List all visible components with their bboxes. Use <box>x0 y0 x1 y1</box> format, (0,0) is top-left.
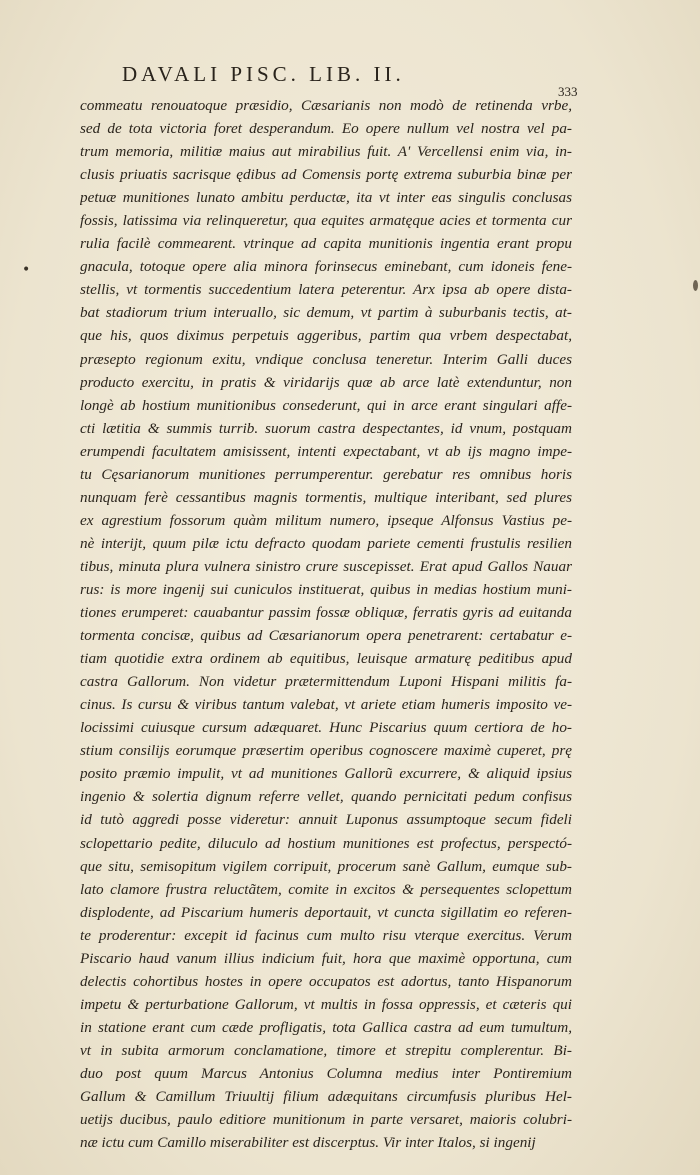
text-line: trum memoria, militiæ maius aut mirabilius fuit. A' Vercellensi enim via, in- <box>80 143 572 161</box>
text-line: id tutò aggredi posse videretur: annuit Luponus assumptoque secum fideli <box>80 811 572 829</box>
text-line: lato clamore frustra reluctãtem, comite in excitos & persequentes sclopettum <box>80 880 572 898</box>
text-line: erumpendi facultatem amisissent, intenti expectabant, vt ab ijs magno impe- <box>80 442 572 460</box>
text-line: stium consilijs eorumque præsertim operibus cognoscere maximè cuperet, prę <box>80 742 572 760</box>
text-line: locissimi cuiusque cursum adæquaret. Hunc Piscarius quum certiora de ho- <box>80 719 572 737</box>
text-line: producto exercitu, in pratis & viridarijs quæ ab arce latè extenduntur, non <box>80 373 572 391</box>
text-line: Piscario haud vanum illius indicium fuit, hora que maximè opportuna, cum <box>80 949 572 967</box>
text-line: sed de tota victoria foret desperandum. Eo opere nullum vel nostra vel pa- <box>80 120 572 138</box>
text-line: bat stadiorum trium interuallo, sic demum, vt partim à suburbanis tectis, at- <box>80 304 572 322</box>
running-head: DAVALI PISC. LIB. II. <box>122 62 405 86</box>
text-line: in statione erant cum cæde profligatis, tota Gallica castra ad eum tumultum, <box>80 1018 572 1036</box>
text-line: que his, quos diximus perpetuis aggeribus, partim qua vrbem despectabat, <box>80 327 572 345</box>
body-text <box>80 94 572 1154</box>
text-line: fossis, latissima via relinqueretur, qua equites armatęque acies et tormenta cur <box>80 212 572 230</box>
text-line: tiones erumperet: cauabantur passim fossæ obliquæ, ferratis gyris ad euitanda <box>80 604 572 622</box>
text-line: præsepto regionum exitu, vndique conclusa teneretur. Interim Galli duces <box>80 350 572 368</box>
text-line: displodente, ad Piscarium humeris deportauit, vt cuncta sigillatim eo referen- <box>80 903 572 921</box>
text-line: ingenio & solertia dignum referre vellet, quando pernicitati pedum confisus <box>80 788 572 806</box>
text-line: cti lætitia & summis turrib. suorum castra despectantes, id vnum, postquam <box>80 419 572 437</box>
text-line: posito præmio impulit, vt ad munitiones Gallorũ excurrere, & aliquid ipsius <box>80 765 572 783</box>
page-number: 333 <box>558 84 578 99</box>
text-line: petuæ munitiones lunato ambitu perductæ, ita vt inter eas singulis conclusas <box>80 189 572 207</box>
text-line: ex agrestium fossorum quàm militum numero, ipseque Alfonsus Vastius pe- <box>80 511 572 529</box>
text-line: uetijs ducibus, paulo editiore munitionum in parte versaret, maioris colubri- <box>80 1111 572 1129</box>
text-line: nunquam ferè cessantibus magnis tormentis, multique interibant, sed plures <box>80 488 572 506</box>
text-line: næ ictu cum Camillo miserabiliter est discerptus. Vir inter Italos, si ingenij <box>80 1134 536 1152</box>
text-line: gnacula, totoque opere alia minora forinsecus eminebant, cum idoneis fene- <box>80 258 572 276</box>
text-line: sclopettario pedite, diluculo ad hostium munitiones est profectus, perspectó- <box>80 834 572 852</box>
text-line: Gallum & Camillum Triuultij filium adæquitans circumfusis pluribus Hel- <box>80 1088 572 1106</box>
text-line: commeatu renouatoque præsidio, Cæsarianis non modò de retinenda vrbe, <box>80 97 572 114</box>
text-line: tiam quotidie extra ordinem ab equitibus, leuisque armaturę peditibus apud <box>80 650 572 668</box>
text-line: tu Cęsarianorum munitiones perrumperentur. gerebatur res omnibus horis <box>80 465 572 483</box>
text-line: duo post quum Marcus Antonius Columna medius inter Pontiremium <box>80 1064 572 1082</box>
margin-mark: • <box>22 262 31 278</box>
text-line: longè ab hostium munitionibus consederunt, qui in arce erant singulari affe- <box>80 396 572 414</box>
text-line: tibus, minuta plura vulnera sinistro crure suscepisset. Erat apud Gallos Nauar <box>80 557 572 575</box>
text-line: nè interijt, quum pilæ ictu defracto quodam pariete cementi frustulis resilien <box>80 534 572 552</box>
text-line: que situ, semisopitum vigilem corripuit, procerum sanè Gallum, eumque sub- <box>80 857 572 875</box>
text-line: rulia facilè commearent. vtrinque ad capita munitionis ingentia erant propu <box>80 235 572 253</box>
binding-hole <box>693 280 698 291</box>
text-line: cinus. Is cursu & viribus tantum valebat, vt ariete etiam humeris imposito ve- <box>80 696 572 714</box>
text-line: delectis cohortibus hostes in opere occupatos est adortus, tanto Hispanorum <box>80 972 572 990</box>
text-line: castra Gallorum. Non videtur prætermittendum Luponi Hispani militis fa- <box>80 673 572 691</box>
text-line: clusis priuatis sacrisque ędibus ad Comensis portę extrema suburbia binæ per <box>80 166 572 184</box>
text-line: rus: is more ingenij sui cuniculos instituerat, quibus in medias hostium muni- <box>80 580 572 598</box>
text-line: tormenta concisæ, quibus ad Cæsarianorum opera penetrarent: certabatur e- <box>80 627 572 645</box>
text-line: vt in subita armorum conclamatione, timore et strepitu complerentur. Bi- <box>80 1041 572 1059</box>
text-line: te proderentur: excepit id facinus cum multo risu vterque exercitus. Verum <box>80 926 572 944</box>
text-line: stellis, vt tormentis succedentium latera peterentur. Arx ipsa ab opere dista- <box>80 281 572 299</box>
text-line: impetu & perturbatione Gallorum, vt multis in fossa oppressis, et cæteris qui <box>80 995 572 1013</box>
